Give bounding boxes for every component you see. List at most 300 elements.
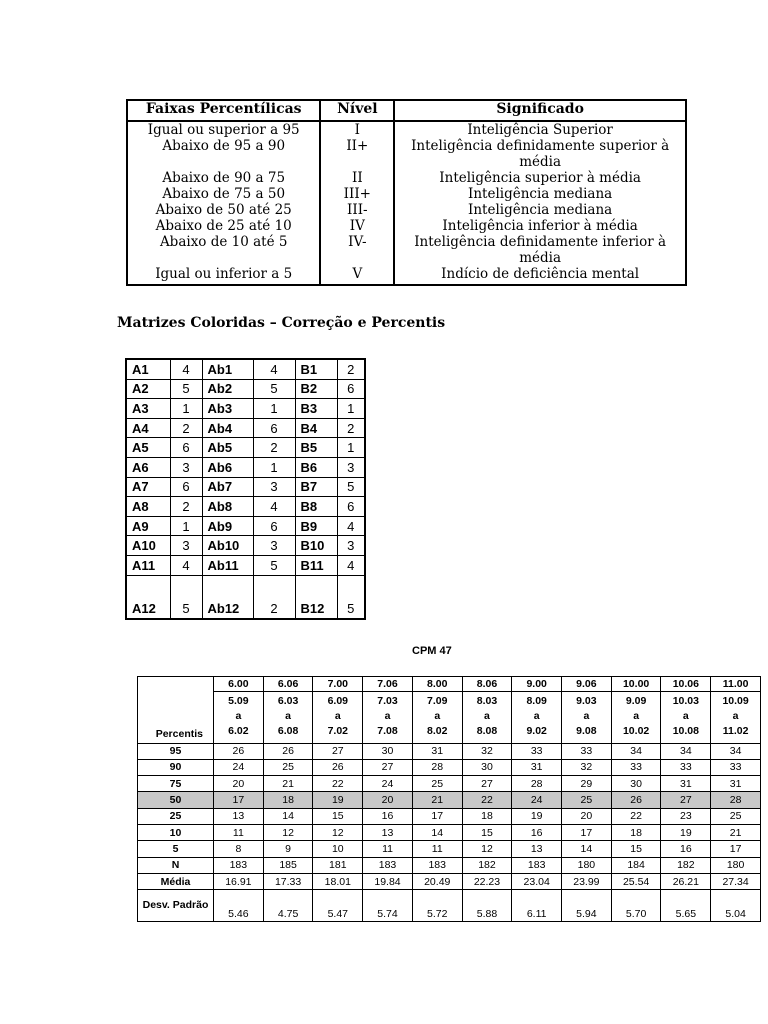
age-range-line: a [682, 710, 689, 722]
value-cell: 18 [263, 792, 313, 808]
table-row [138, 841, 761, 857]
value-cell: 33 [512, 743, 562, 759]
value-cell: 11 [412, 841, 462, 857]
age-range-cell [412, 692, 462, 744]
item-answer-cell: 4 [170, 359, 202, 379]
value-cell: 27 [462, 776, 512, 792]
value-cell: 23.99 [562, 873, 612, 889]
value-cell: 24 [512, 792, 562, 808]
item-answer-cell: 5 [170, 379, 202, 399]
value-cell: 19 [313, 792, 363, 808]
item-label-cell: A4 [126, 418, 170, 438]
item-answer-cell: 4 [253, 359, 295, 379]
age-header-cell: 9.00 [512, 677, 562, 692]
value-cell: 5.65 [661, 890, 711, 922]
significado-cell: Inteligência mediana [394, 202, 686, 218]
section-heading: Matrizes Coloridas – Correção e Percentis [117, 315, 446, 331]
value-cell: 30 [363, 743, 413, 759]
age-range-cell [363, 692, 413, 744]
value-cell: 25 [562, 792, 612, 808]
item-answer-cell: 3 [337, 457, 365, 477]
age-header-cell: 8.06 [462, 677, 512, 692]
row-label-cell: N [138, 857, 214, 873]
table-row [138, 792, 761, 808]
age-range-cell [214, 692, 264, 744]
table-row [138, 890, 761, 922]
age-range-line: 6.03 [277, 695, 299, 707]
row-label-cell: 5 [138, 841, 214, 857]
item-label-cell: A1 [126, 359, 170, 379]
nivel-cell: II [320, 170, 394, 186]
age-range-line: a [533, 710, 540, 722]
age-range-line: 5.09 [228, 695, 249, 707]
item-answer-cell: 4 [253, 497, 295, 517]
value-cell: 33 [711, 759, 761, 775]
age-range-line: a [633, 710, 640, 722]
value-cell: 26 [263, 743, 313, 759]
value-cell: 11 [363, 841, 413, 857]
value-cell: 21 [412, 792, 462, 808]
value-cell: 16 [363, 808, 413, 824]
table-row [127, 138, 686, 170]
item-label-cell: Ab9 [202, 516, 253, 536]
item-label-cell: Ab12 [202, 575, 253, 619]
age-range-line: 7.03 [377, 695, 398, 707]
item-label-cell: B2 [295, 379, 337, 399]
age-header-cell: 9.06 [562, 677, 612, 692]
table-row [126, 555, 365, 575]
item-label-cell: B12 [295, 575, 337, 619]
table-row [126, 359, 365, 379]
age-range-line: 10.02 [622, 725, 650, 737]
significado-cell: Inteligência definidamente superior à média [394, 138, 686, 170]
value-cell: 16 [512, 824, 562, 840]
age-header-cell: 10.00 [611, 677, 661, 692]
value-cell: 23.04 [512, 873, 562, 889]
significado-cell: Indício de deficiência mental [394, 266, 686, 285]
value-cell: 22 [313, 776, 363, 792]
item-answer-cell: 3 [253, 536, 295, 556]
value-cell: 21 [711, 824, 761, 840]
value-cell: 183 [214, 857, 264, 873]
table-row [126, 575, 365, 619]
table-row [138, 776, 761, 792]
item-answer-cell: 6 [253, 418, 295, 438]
significado-cell: Inteligência mediana [394, 186, 686, 202]
age-range-line: 10.09 [722, 695, 749, 707]
value-cell: 5.88 [462, 890, 512, 922]
value-cell: 181 [313, 857, 363, 873]
item-answer-cell: 4 [337, 516, 365, 536]
age-range-line: 8.02 [427, 725, 448, 737]
value-cell: 22 [462, 792, 512, 808]
item-label-cell: B8 [295, 497, 337, 517]
age-range-line: 10.08 [672, 725, 699, 737]
header-faixas: Faixas Percentílicas [127, 100, 320, 121]
item-label-cell: A7 [126, 477, 170, 497]
faixa-cell: Abaixo de 90 a 75 [127, 170, 320, 186]
value-cell: 25 [711, 808, 761, 824]
age-range-line: a [285, 710, 291, 722]
value-cell: 34 [611, 743, 661, 759]
value-cell: 34 [711, 743, 761, 759]
item-label-cell: Ab11 [202, 555, 253, 575]
item-answer-cell: 2 [170, 497, 202, 517]
answer-key-table [125, 358, 366, 620]
nivel-cell: III+ [320, 186, 394, 202]
item-label-cell: B9 [295, 516, 337, 536]
age-range-line: a [384, 710, 391, 722]
value-cell: 25 [263, 759, 313, 775]
significado-cell: Inteligência inferior à média [394, 218, 686, 234]
value-cell: 19.84 [363, 873, 413, 889]
faixa-cell: Igual ou inferior a 5 [127, 266, 320, 285]
value-cell: 33 [661, 759, 711, 775]
age-header-cell: 6.00 [214, 677, 264, 692]
value-cell: 10 [313, 841, 363, 857]
table-row [126, 379, 365, 399]
table-row [127, 218, 686, 234]
value-cell: 12 [313, 824, 363, 840]
age-range-cell [562, 692, 612, 744]
item-label-cell: Ab2 [202, 379, 253, 399]
item-answer-cell: 5 [253, 379, 295, 399]
value-cell: 17.33 [263, 873, 313, 889]
value-cell: 183 [412, 857, 462, 873]
age-range-cell [512, 692, 562, 744]
item-label-cell: B7 [295, 477, 337, 497]
row-label-cell: 10 [138, 824, 214, 840]
value-cell: 27 [313, 743, 363, 759]
item-label-cell: Ab10 [202, 536, 253, 556]
item-label-cell: A3 [126, 399, 170, 419]
item-label-cell: B1 [295, 359, 337, 379]
value-cell: 32 [562, 759, 612, 775]
value-cell: 27 [363, 759, 413, 775]
value-cell: 30 [462, 759, 512, 775]
age-range-line: 7.02 [327, 725, 349, 737]
age-range-cell [661, 692, 711, 744]
value-cell: 19 [512, 808, 562, 824]
age-header-cell: 8.00 [412, 677, 462, 692]
table-row [138, 743, 761, 759]
value-cell: 17 [214, 792, 264, 808]
value-cell: 5.04 [711, 890, 761, 922]
faixa-cell: Igual ou superior a 95 [127, 121, 320, 138]
significado-cell: Inteligência superior à média [394, 170, 686, 186]
value-cell: 11 [214, 824, 264, 840]
value-cell: 28 [711, 792, 761, 808]
item-label-cell: Ab7 [202, 477, 253, 497]
value-cell: 27 [661, 792, 711, 808]
value-cell: 28 [512, 776, 562, 792]
age-range-line: 9.08 [576, 725, 597, 737]
age-header-cell: 7.00 [313, 677, 363, 692]
item-answer-cell: 1 [337, 438, 365, 458]
item-answer-cell: 5 [337, 477, 365, 497]
age-range-line: 10.03 [672, 695, 699, 707]
corner-cell [138, 677, 214, 692]
nivel-cell: V [320, 266, 394, 285]
faixa-cell: Abaixo de 25 até 10 [127, 218, 320, 234]
item-label-cell: Ab4 [202, 418, 253, 438]
item-label-cell: A11 [126, 555, 170, 575]
table-row [126, 399, 365, 419]
item-answer-cell: 6 [253, 516, 295, 536]
table-row [126, 497, 365, 517]
item-answer-cell: 3 [170, 457, 202, 477]
age-range-line: 8.03 [476, 695, 498, 707]
item-label-cell: Ab1 [202, 359, 253, 379]
item-answer-cell: 5 [170, 575, 202, 619]
age-range-cell [263, 692, 313, 744]
age-range-cell [711, 692, 761, 744]
age-range-line: a [732, 710, 739, 722]
item-label-cell: A9 [126, 516, 170, 536]
faixa-cell: Abaixo de 10 até 5 [127, 234, 320, 266]
value-cell: 31 [412, 743, 462, 759]
value-cell: 13 [214, 808, 264, 824]
age-range-line: 7.08 [377, 725, 398, 737]
percentile-levels-table [126, 99, 687, 286]
age-range-cell [313, 692, 363, 744]
value-cell: 17 [562, 824, 612, 840]
value-cell: 14 [412, 824, 462, 840]
table-row [127, 186, 686, 202]
value-cell: 24 [363, 776, 413, 792]
value-cell: 28 [412, 759, 462, 775]
value-cell: 27.34 [711, 873, 761, 889]
value-cell: 19 [661, 824, 711, 840]
table-row [126, 438, 365, 458]
value-cell: 30 [611, 776, 661, 792]
age-header-cell: 10.06 [661, 677, 711, 692]
item-answer-cell: 1 [170, 516, 202, 536]
item-answer-cell: 2 [337, 359, 365, 379]
value-cell: 26 [313, 759, 363, 775]
item-label-cell: B4 [295, 418, 337, 438]
table-row [127, 234, 686, 266]
value-cell: 33 [562, 743, 612, 759]
value-cell: 34 [661, 743, 711, 759]
item-label-cell: A6 [126, 457, 170, 477]
table-row [138, 824, 761, 840]
value-cell: 5.94 [562, 890, 612, 922]
row-label-cell: Média [138, 873, 214, 889]
age-range-line: 8.08 [476, 725, 498, 737]
table-row [126, 477, 365, 497]
table-row [138, 759, 761, 775]
value-cell: 18 [462, 808, 512, 824]
age-range-cell [462, 692, 512, 744]
age-range-line: a [434, 710, 441, 722]
value-cell: 20 [363, 792, 413, 808]
nivel-cell: IV [320, 218, 394, 234]
age-range-cell [611, 692, 661, 744]
age-range-row [138, 692, 761, 744]
table-row [127, 170, 686, 186]
age-range-line: 7.09 [427, 695, 448, 707]
value-cell: 31 [661, 776, 711, 792]
value-cell: 32 [462, 743, 512, 759]
table-row [126, 418, 365, 438]
item-label-cell: B5 [295, 438, 337, 458]
age-range-line: a [484, 710, 490, 722]
value-cell: 15 [313, 808, 363, 824]
age-range-line: 9.03 [576, 695, 597, 707]
value-cell: 14 [263, 808, 313, 824]
value-cell: 15 [611, 841, 661, 857]
item-label-cell: Ab8 [202, 497, 253, 517]
age-range-line: 6.02 [228, 725, 249, 737]
item-answer-cell: 6 [170, 477, 202, 497]
value-cell: 5.46 [214, 890, 264, 922]
value-cell: 13 [363, 824, 413, 840]
item-label-cell: Ab3 [202, 399, 253, 419]
table-row [126, 536, 365, 556]
row-label-cell: 50 [138, 792, 214, 808]
table-header-row [127, 100, 686, 121]
cpm-percentile-norms-table [137, 676, 761, 922]
age-range-line: a [583, 710, 590, 722]
value-cell: 24 [214, 759, 264, 775]
nivel-cell: IV- [320, 234, 394, 266]
table-row [127, 266, 686, 285]
value-cell: 26.21 [661, 873, 711, 889]
row-label-cell: 75 [138, 776, 214, 792]
value-cell: 183 [512, 857, 562, 873]
item-label-cell: B6 [295, 457, 337, 477]
value-cell: 23 [661, 808, 711, 824]
value-cell: 18.01 [313, 873, 363, 889]
percentis-label: Percentis [138, 692, 214, 744]
nivel-cell: III- [320, 202, 394, 218]
item-answer-cell: 1 [253, 399, 295, 419]
value-cell: 5.74 [363, 890, 413, 922]
item-answer-cell: 2 [253, 575, 295, 619]
row-label-cell: 95 [138, 743, 214, 759]
row-label-cell: 25 [138, 808, 214, 824]
item-answer-cell: 6 [170, 438, 202, 458]
item-label-cell: A12 [126, 575, 170, 619]
age-range-line: 8.09 [526, 695, 547, 707]
item-label-cell: B3 [295, 399, 337, 419]
value-cell: 5.72 [412, 890, 462, 922]
faixa-cell: Abaixo de 50 até 25 [127, 202, 320, 218]
item-answer-cell: 1 [170, 399, 202, 419]
header-nivel: Nível [320, 100, 394, 121]
age-header-cell: 6.06 [263, 677, 313, 692]
table-row [127, 202, 686, 218]
value-cell: 29 [562, 776, 612, 792]
value-cell: 33 [611, 759, 661, 775]
item-answer-cell: 4 [337, 555, 365, 575]
value-cell: 31 [512, 759, 562, 775]
value-cell: 20.49 [412, 873, 462, 889]
value-cell: 25 [412, 776, 462, 792]
value-cell: 5.70 [611, 890, 661, 922]
age-range-line: 9.09 [625, 695, 647, 707]
value-cell: 8 [214, 841, 264, 857]
age-range-line: a [334, 710, 341, 722]
value-cell: 26 [214, 743, 264, 759]
value-cell: 25.54 [611, 873, 661, 889]
item-label-cell: A2 [126, 379, 170, 399]
item-answer-cell: 2 [170, 418, 202, 438]
age-range-line: a [235, 710, 242, 722]
item-label-cell: A10 [126, 536, 170, 556]
age-range-line: 6.08 [277, 725, 299, 737]
value-cell: 183 [363, 857, 413, 873]
table-row [126, 516, 365, 536]
item-label-cell: B10 [295, 536, 337, 556]
cpm-title: CPM 47 [412, 645, 452, 657]
age-header-cell: 7.06 [363, 677, 413, 692]
item-answer-cell: 2 [337, 418, 365, 438]
item-answer-cell: 5 [337, 575, 365, 619]
age-range-line: 9.02 [526, 725, 547, 737]
value-cell: 16 [661, 841, 711, 857]
item-answer-cell: 3 [337, 536, 365, 556]
table-row [138, 808, 761, 824]
row-label-cell: Desv. Padrão [138, 890, 214, 922]
significado-cell: Inteligência definidamente inferior à média [394, 234, 686, 266]
item-label-cell: A8 [126, 497, 170, 517]
value-cell: 182 [661, 857, 711, 873]
value-cell: 16.91 [214, 873, 264, 889]
row-label-cell: 90 [138, 759, 214, 775]
value-cell: 184 [611, 857, 661, 873]
item-label-cell: Ab6 [202, 457, 253, 477]
value-cell: 20 [562, 808, 612, 824]
item-answer-cell: 3 [253, 477, 295, 497]
value-cell: 13 [512, 841, 562, 857]
item-answer-cell: 6 [337, 497, 365, 517]
value-cell: 22 [611, 808, 661, 824]
age-header-cell: 11.00 [711, 677, 761, 692]
item-answer-cell: 3 [170, 536, 202, 556]
table-row [138, 873, 761, 889]
item-answer-cell: 6 [337, 379, 365, 399]
item-answer-cell: 4 [170, 555, 202, 575]
header-significado: Significado [394, 100, 686, 121]
value-cell: 17 [412, 808, 462, 824]
faixa-cell: Abaixo de 75 a 50 [127, 186, 320, 202]
significado-cell: Inteligência Superior [394, 121, 686, 138]
value-cell: 31 [711, 776, 761, 792]
value-cell: 15 [462, 824, 512, 840]
table-row [126, 457, 365, 477]
value-cell: 4.75 [263, 890, 313, 922]
item-label-cell: B11 [295, 555, 337, 575]
age-header-row [138, 677, 761, 692]
table-row [127, 121, 686, 138]
age-range-line: 6.09 [327, 695, 349, 707]
value-cell: 185 [263, 857, 313, 873]
value-cell: 180 [711, 857, 761, 873]
nivel-cell: II+ [320, 138, 394, 170]
age-range-line: 11.02 [722, 725, 749, 737]
value-cell: 17 [711, 841, 761, 857]
value-cell: 12 [462, 841, 512, 857]
value-cell: 12 [263, 824, 313, 840]
value-cell: 180 [562, 857, 612, 873]
value-cell: 21 [263, 776, 313, 792]
item-answer-cell: 1 [337, 399, 365, 419]
value-cell: 6.11 [512, 890, 562, 922]
value-cell: 9 [263, 841, 313, 857]
nivel-cell: I [320, 121, 394, 138]
